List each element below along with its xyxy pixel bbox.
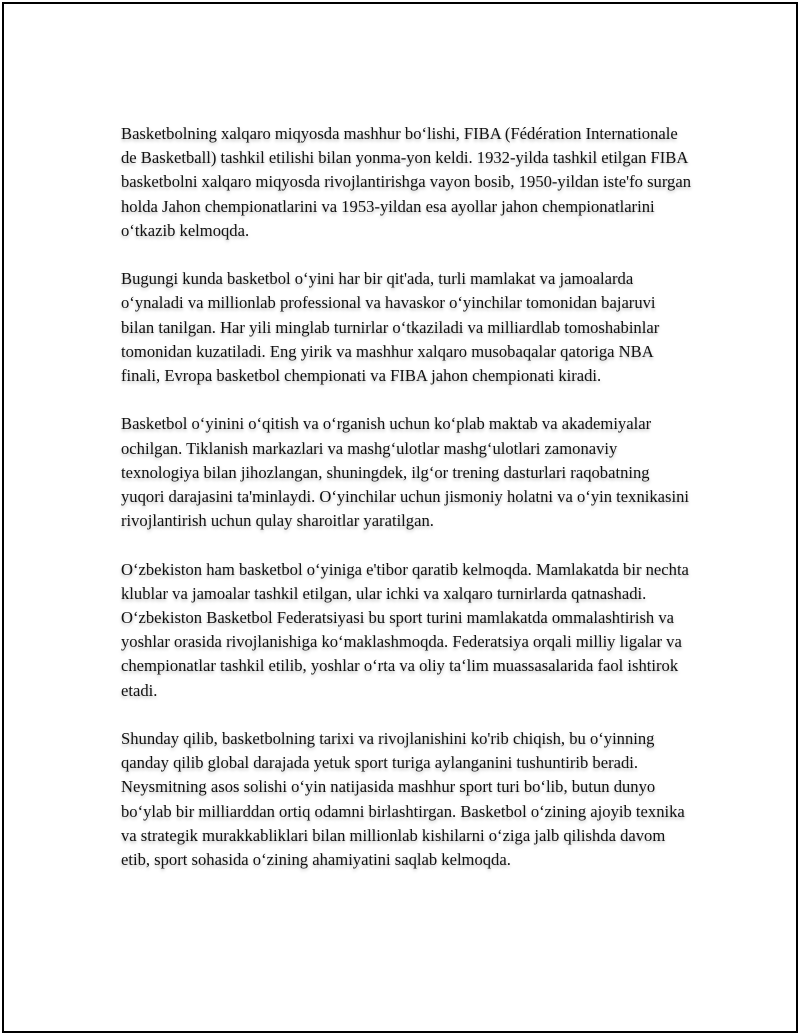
paragraph-global-popularity: Bugungi kunda basketbol o‘yini har bir qit'ada, turli mamlakat va jamoalarda o‘ynaladi va millionlab professional va havaskor o‘yinchilar tomonidan bajaruvi bilan tanilgan. Har yili minglab turnirlar o‘tkaziladi va milliardlab tomoshabinlar tomonidan kuzatiladi. Eng yirik va mashhur xalqaro musobaqalar qatoriga NBA finali, Evropa basketbol chempionati va FIBA jahon chempionati kiradi. — [121, 269, 660, 386]
document-page — [2, 2, 798, 1033]
paragraph-fiba-history: Basketbolning xalqaro miqyosda mashhur bo‘lishi, FIBA (Fédération Internationale de Basketball) tashkil etilishi bilan yonma-yon keldi. 1932-yilda tashkil etilgan FIBA basketbolni xalqaro miqyosda rivojlantirishga vayon bosib, 1950-yildan iste'fo surgan holda Jahon chempionatlarini va 1953-yildan esa ayollar jahon chempionatlarini o‘tkazib kelmoqda. — [121, 124, 692, 240]
paragraph-conclusion: Shunday qilib, basketbolning tarixi va rivojlanishini ko'rib chiqish, bu o‘yinning qanday qilib global darajada yetuk sport turiga aylanganini tushuntirib beradi. Neysmitning asos solishi o‘yin natijasida mashhur sport turi bo‘lib, butun dunyo bo‘ylab bir milliarddan ortiq odamni birlashtirgan. Basketbol o‘zining ajoyib texnika va strategik murakkabliklari bilan millionlab kishilarni o‘ziga jalb qilishda davom etib, sport sohasida o‘zining ahamiyatini saqlab kelmoqda. — [121, 729, 685, 870]
paragraph-uzbekistan-basketball: O‘zbekiston ham basketbol o‘yiniga e'tibor qaratib kelmoqda. Mamlakatda bir nechta klublar va jamoalar tashkil etilgan, ular ichki va xalqaro turnirlarda qatnashadi. O‘zbekiston Basketbol Federatsiyasi bu sport turini mamlakatda ommalashtirish va yoshlar orasida rivojlanishiga ko‘maklashmoqda. Federatsiya orqali milliy ligalar va chempionatlar tashkil etilib, yoshlar o‘rta va oliy ta‘lim muassasalarida faol ishtirok etadi. — [121, 559, 689, 700]
paragraph-training-academies: Basketbol o‘yinini o‘qitish va o‘rganish uchun ko‘plab maktab va akademiyalar ochilgan. Tiklanish markazlari va mashg‘ulotlar mashg‘ulotlari zamonaviy texnologiya bilan jihozlangan, shuningdek, ilg‘or trening dasturlari raqobatning yuqori darajasini ta'minlaydi. O‘yinchilar uchun jismoniy holatni va o‘yin texnikasini rivojlantirish uchun qulay sharoitlar yaratilgan. — [121, 414, 689, 531]
document-body — [121, 122, 691, 872]
